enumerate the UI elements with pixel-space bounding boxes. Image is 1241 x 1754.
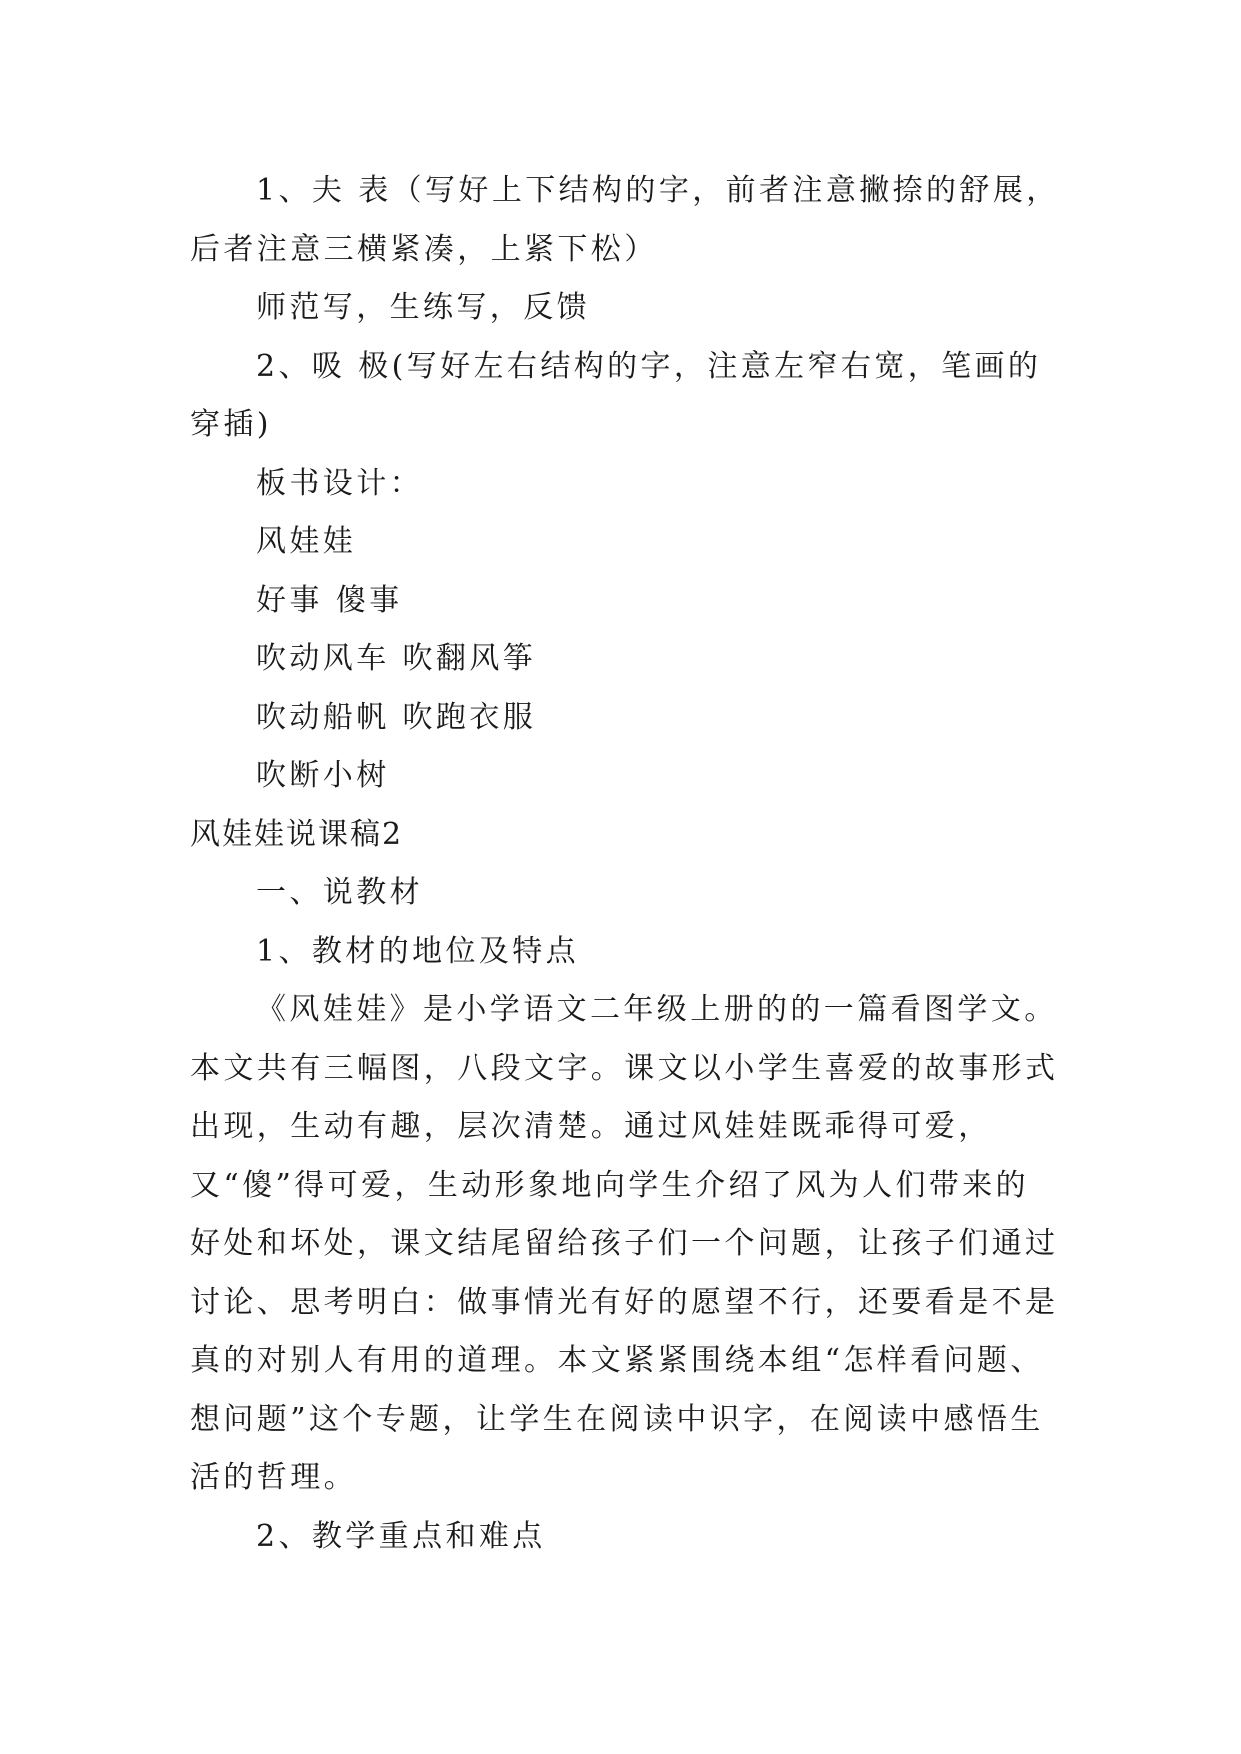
paragraph-subheading-1: 1、教材的地位及特点: [256, 933, 580, 969]
document-body: [190, 162, 1060, 1566]
paragraph-board-line-2: 吹动风车 吹翻风筝: [256, 641, 537, 676]
section-title: 风娃娃说课稿2: [190, 816, 404, 852]
paragraph-board-title: 风娃娃: [256, 524, 357, 559]
paragraph-practice: 师范写，生练写，反馈: [256, 290, 590, 325]
paragraph-textbook-description: 《风娃娃》是小学语文二年级上册的的一篇看图学文。本文共有三幅图，八段文字。课文以小学生喜爱的故事形式出现，生动有趣，层次清楚。通过风娃娃既乖得可爱，又“傻”得可爱，生动形象地向学生介绍了风为人们带来的好处和坏处，课文结尾留给孩子们一个问题，让孩子们通过讨论、思考明白：做事情光有好的愿望不行，还要看是不是真的对别人有用的道理。本文紧紧围绕本组“怎样看问题、想问题”这个专题，让学生在阅读中识字，在阅读中感悟生活的哲理。: [190, 992, 1059, 1495]
paragraph-writing-guide-2: 2、吸 极(写好左右结构的字，注意左窄右宽，笔画的穿插): [190, 348, 1042, 442]
paragraph-board-design-label: 板书设计：: [256, 465, 423, 501]
paragraph-subheading-2: 2、教学重点和难点: [256, 1518, 546, 1554]
paragraph-writing-guide-1: 1、夫 表（写好上下结构的字，前者注意撇捺的舒展，后者注意三横紧凑，上紧下松）: [190, 173, 1060, 267]
paragraph-board-line-3: 吹动船帆 吹跑衣服: [256, 699, 537, 735]
paragraph-section-heading: 一、说教材: [256, 875, 423, 910]
paragraph-board-line-4: 吹断小树: [256, 758, 390, 793]
paragraph-board-line-1: 好事 傻事: [256, 582, 403, 618]
